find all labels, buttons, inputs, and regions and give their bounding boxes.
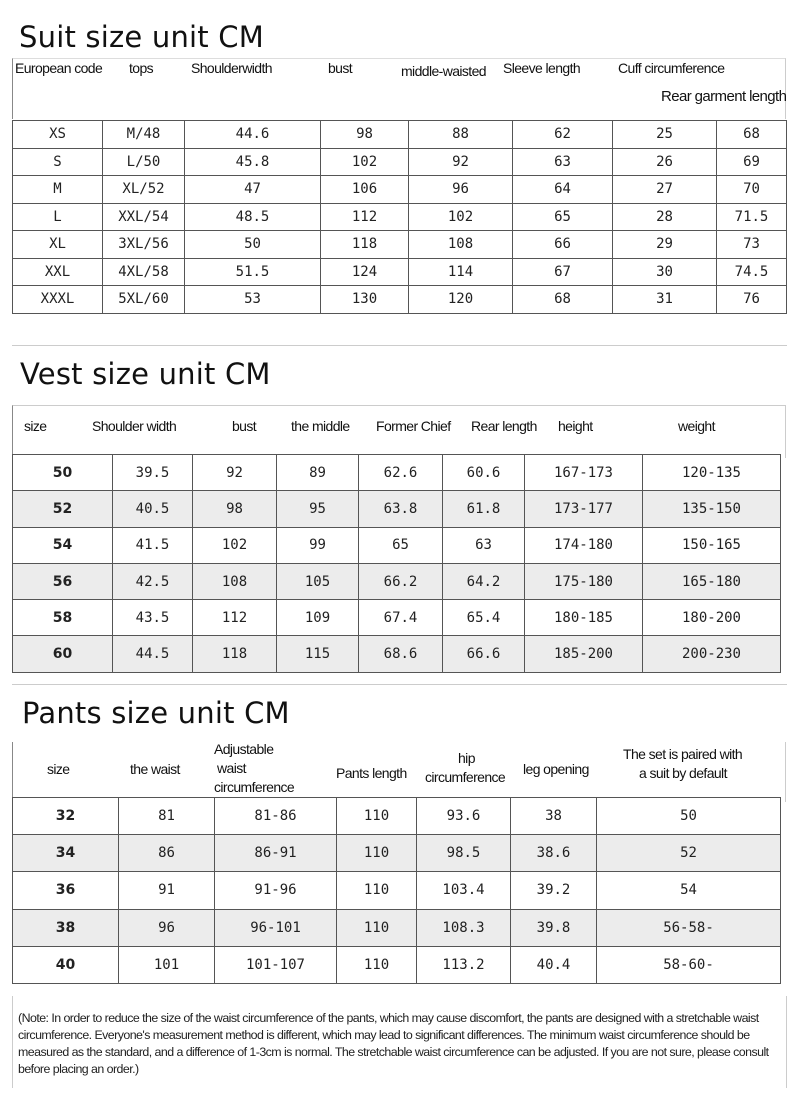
table-row — [13, 872, 781, 909]
table-cell: 53 — [185, 286, 321, 314]
table-cell: 120 — [409, 286, 513, 314]
table-cell: 106 — [321, 176, 409, 204]
table-cell: 150-165 — [643, 527, 781, 563]
header-size: size — [47, 761, 70, 777]
table-cell: 180-200 — [643, 600, 781, 636]
table-cell: 165-180 — [643, 563, 781, 599]
table-cell: 105 — [277, 563, 359, 599]
table-cell: 110 — [337, 798, 417, 835]
table-cell: 101 — [119, 946, 215, 983]
table-cell: 38 — [511, 798, 597, 835]
table-cell: 135-150 — [643, 491, 781, 527]
suit-title: Suit size unit CM — [19, 20, 264, 54]
table-cell: 58 — [13, 600, 113, 636]
table-cell: XXL/54 — [103, 203, 185, 231]
table-cell: 130 — [321, 286, 409, 314]
header-bust: bust — [328, 60, 353, 76]
table-cell: 95 — [277, 491, 359, 527]
table-cell: 51.5 — [185, 258, 321, 286]
table-cell: 67 — [513, 258, 613, 286]
table-cell: 96 — [409, 176, 513, 204]
vest-header — [12, 405, 786, 458]
table-cell: 43.5 — [113, 600, 193, 636]
table-cell: 63 — [513, 148, 613, 176]
table-row — [13, 491, 781, 527]
table-cell: 63 — [443, 527, 525, 563]
table-cell: 44.6 — [185, 121, 321, 149]
table-cell: 4XL/58 — [103, 258, 185, 286]
header-adjustable-line1: Adjustable — [214, 741, 274, 757]
table-cell: 64.2 — [443, 563, 525, 599]
header-bust: bust — [232, 418, 257, 434]
table-cell: 48.5 — [185, 203, 321, 231]
table-cell: 110 — [337, 946, 417, 983]
table-cell: 26 — [613, 148, 717, 176]
table-row — [13, 203, 787, 231]
table-cell: 39.2 — [511, 872, 597, 909]
table-cell: 38 — [13, 909, 119, 946]
table-row — [13, 231, 787, 259]
table-cell: 47 — [185, 176, 321, 204]
table-cell: 110 — [337, 872, 417, 909]
table-cell: 56 — [13, 563, 113, 599]
table-cell: 110 — [337, 835, 417, 872]
header-rear-length: Rear length — [471, 418, 537, 434]
table-cell: 34 — [13, 835, 119, 872]
table-cell: 60.6 — [443, 455, 525, 491]
note-text: (Note: In order to reduce the size of the waist circumference of the pants, which may cause discomfort, the pants are designed with a stretchable waist circumference. Everyone's measurement method is different, which may lead to significant differences. The minimum waist circumference should be measured as the standard, and a difference of 1-3cm is normal. The stretchable waist circumference can be adjusted. If you are not sure, please consult before placing an order.) — [18, 1011, 769, 1076]
table-cell: 40 — [13, 946, 119, 983]
header-sleeve-length: Sleeve length — [503, 60, 581, 76]
table-row — [13, 176, 787, 204]
table-cell: 28 — [613, 203, 717, 231]
table-cell: S — [13, 148, 103, 176]
vest-section — [12, 345, 786, 675]
suit-section — [12, 0, 786, 312]
table-cell: 98.5 — [417, 835, 511, 872]
table-cell: XL/52 — [103, 176, 185, 204]
header-the-waist: the waist — [130, 761, 180, 777]
table-cell: 36 — [13, 872, 119, 909]
vest-title: Vest size unit CM — [20, 357, 271, 391]
note-frame-left — [12, 996, 13, 1088]
table-cell: 54 — [597, 872, 781, 909]
header-shoulder-width: Shoulder width — [92, 418, 177, 434]
table-cell: 81 — [119, 798, 215, 835]
table-cell: XL — [13, 231, 103, 259]
table-cell: L — [13, 203, 103, 231]
table-cell: 66.2 — [359, 563, 443, 599]
table-row — [13, 121, 787, 149]
header-hip-line2: circumference — [425, 769, 506, 785]
table-cell: 63.8 — [359, 491, 443, 527]
table-cell: 113.2 — [417, 946, 511, 983]
table-cell: 110 — [337, 909, 417, 946]
table-cell: 118 — [321, 231, 409, 259]
table-cell: 88 — [409, 121, 513, 149]
table-cell: 173-177 — [525, 491, 643, 527]
table-row — [13, 563, 781, 599]
table-cell: 200-230 — [643, 636, 781, 672]
table-cell: 118 — [193, 636, 277, 672]
table-cell: 60 — [13, 636, 113, 672]
table-cell: 76 — [717, 286, 787, 314]
table-cell: 91-96 — [215, 872, 337, 909]
header-height: height — [558, 418, 593, 434]
table-cell: 50 — [13, 455, 113, 491]
table-cell: XXXL — [13, 286, 103, 314]
table-cell: 112 — [193, 600, 277, 636]
pants-section — [12, 684, 786, 990]
table-row — [13, 636, 781, 672]
table-cell: 174-180 — [525, 527, 643, 563]
pants-header — [12, 742, 786, 802]
table-cell: 68.6 — [359, 636, 443, 672]
table-cell: 93.6 — [417, 798, 511, 835]
header-weight: weight — [678, 418, 715, 434]
table-cell: 65 — [359, 527, 443, 563]
table-cell: 54 — [13, 527, 113, 563]
table-cell: 101-107 — [215, 946, 337, 983]
table-cell: 44.5 — [113, 636, 193, 672]
table-cell: 66 — [513, 231, 613, 259]
header-leg-opening: leg opening — [523, 761, 589, 777]
table-cell: 185-200 — [525, 636, 643, 672]
table-cell: 52 — [13, 491, 113, 527]
table-cell: 92 — [409, 148, 513, 176]
header-paired-line2: a suit by default — [639, 765, 727, 781]
table-cell: 65.4 — [443, 600, 525, 636]
table-cell: 102 — [409, 203, 513, 231]
table-cell: 25 — [613, 121, 717, 149]
table-cell: 81-86 — [215, 798, 337, 835]
table-cell: 32 — [13, 798, 119, 835]
header-size: size — [24, 418, 47, 434]
table-row — [13, 455, 781, 491]
table-cell: 56-58- — [597, 909, 781, 946]
header-tops: tops — [129, 60, 154, 76]
table-cell: 42.5 — [113, 563, 193, 599]
table-row — [13, 286, 787, 314]
table-cell: 62 — [513, 121, 613, 149]
table-cell: 167-173 — [525, 455, 643, 491]
table-cell: 112 — [321, 203, 409, 231]
table-cell: 62.6 — [359, 455, 443, 491]
table-cell: 96 — [119, 909, 215, 946]
table-cell: 124 — [321, 258, 409, 286]
table-cell: 39.5 — [113, 455, 193, 491]
table-cell: 27 — [613, 176, 717, 204]
table-cell: 58-60- — [597, 946, 781, 983]
table-cell: XXL — [13, 258, 103, 286]
table-cell: 65 — [513, 203, 613, 231]
table-cell: 102 — [193, 527, 277, 563]
table-cell: 91 — [119, 872, 215, 909]
table-cell: 109 — [277, 600, 359, 636]
suit-table — [12, 120, 787, 314]
table-cell: 71.5 — [717, 203, 787, 231]
table-cell: 68 — [513, 286, 613, 314]
header-middle-waisted: middle-waisted — [401, 63, 486, 79]
table-cell: 52 — [597, 835, 781, 872]
table-cell: 108 — [409, 231, 513, 259]
table-cell: 98 — [321, 121, 409, 149]
table-cell: M — [13, 176, 103, 204]
table-cell: 67.4 — [359, 600, 443, 636]
header-cuff: Cuff circumference — [618, 60, 725, 76]
table-row — [13, 527, 781, 563]
table-row — [13, 148, 787, 176]
table-cell: 99 — [277, 527, 359, 563]
header-european-code: European code — [15, 60, 103, 76]
pants-table — [12, 797, 781, 984]
table-cell: 39.8 — [511, 909, 597, 946]
suit-header — [12, 58, 786, 119]
table-cell: XS — [13, 121, 103, 149]
table-cell: 45.8 — [185, 148, 321, 176]
table-row — [13, 835, 781, 872]
table-cell: 38.6 — [511, 835, 597, 872]
table-cell: 40.4 — [511, 946, 597, 983]
table-row — [13, 600, 781, 636]
header-adjustable-line2: waist — [217, 760, 246, 776]
table-cell: 115 — [277, 636, 359, 672]
header-hip-line1: hip — [458, 750, 475, 766]
table-cell: 96-101 — [215, 909, 337, 946]
table-cell: 30 — [613, 258, 717, 286]
table-cell: 41.5 — [113, 527, 193, 563]
table-cell: 5XL/60 — [103, 286, 185, 314]
header-rear-garment-length: Rear garment length — [661, 88, 787, 105]
pants-title: Pants size unit CM — [22, 696, 290, 730]
table-cell: 50 — [597, 798, 781, 835]
vest-table — [12, 454, 781, 673]
table-cell: 180-185 — [525, 600, 643, 636]
header-adjustable-line3: circumference — [214, 779, 295, 795]
table-row — [13, 258, 787, 286]
table-cell: 175-180 — [525, 563, 643, 599]
table-row — [13, 909, 781, 946]
table-row — [13, 798, 781, 835]
table-cell: 50 — [185, 231, 321, 259]
table-cell: 74.5 — [717, 258, 787, 286]
table-cell: 103.4 — [417, 872, 511, 909]
table-cell: 86-91 — [215, 835, 337, 872]
table-cell: M/48 — [103, 121, 185, 149]
table-cell: 108 — [193, 563, 277, 599]
header-former-chief: Former Chief — [376, 418, 451, 434]
table-cell: 29 — [613, 231, 717, 259]
table-cell: 70 — [717, 176, 787, 204]
table-cell: 40.5 — [113, 491, 193, 527]
table-cell: 3XL/56 — [103, 231, 185, 259]
header-pants-length: Pants length — [336, 765, 407, 781]
table-cell: 120-135 — [643, 455, 781, 491]
note-frame-right — [786, 996, 787, 1088]
table-cell: 31 — [613, 286, 717, 314]
table-cell: 108.3 — [417, 909, 511, 946]
table-cell: 66.6 — [443, 636, 525, 672]
table-cell: 64 — [513, 176, 613, 204]
table-cell: 61.8 — [443, 491, 525, 527]
table-cell: 73 — [717, 231, 787, 259]
table-cell: 69 — [717, 148, 787, 176]
table-cell: 98 — [193, 491, 277, 527]
table-cell: 68 — [717, 121, 787, 149]
header-the-middle: the middle — [291, 418, 350, 434]
table-cell: 114 — [409, 258, 513, 286]
header-shoulder-width: Shoulderwidth — [191, 60, 272, 76]
table-cell: 92 — [193, 455, 277, 491]
table-cell: 102 — [321, 148, 409, 176]
table-row — [13, 946, 781, 983]
header-paired-line1: The set is paired with — [623, 746, 743, 762]
table-cell: L/50 — [103, 148, 185, 176]
table-cell: 89 — [277, 455, 359, 491]
table-cell: 86 — [119, 835, 215, 872]
